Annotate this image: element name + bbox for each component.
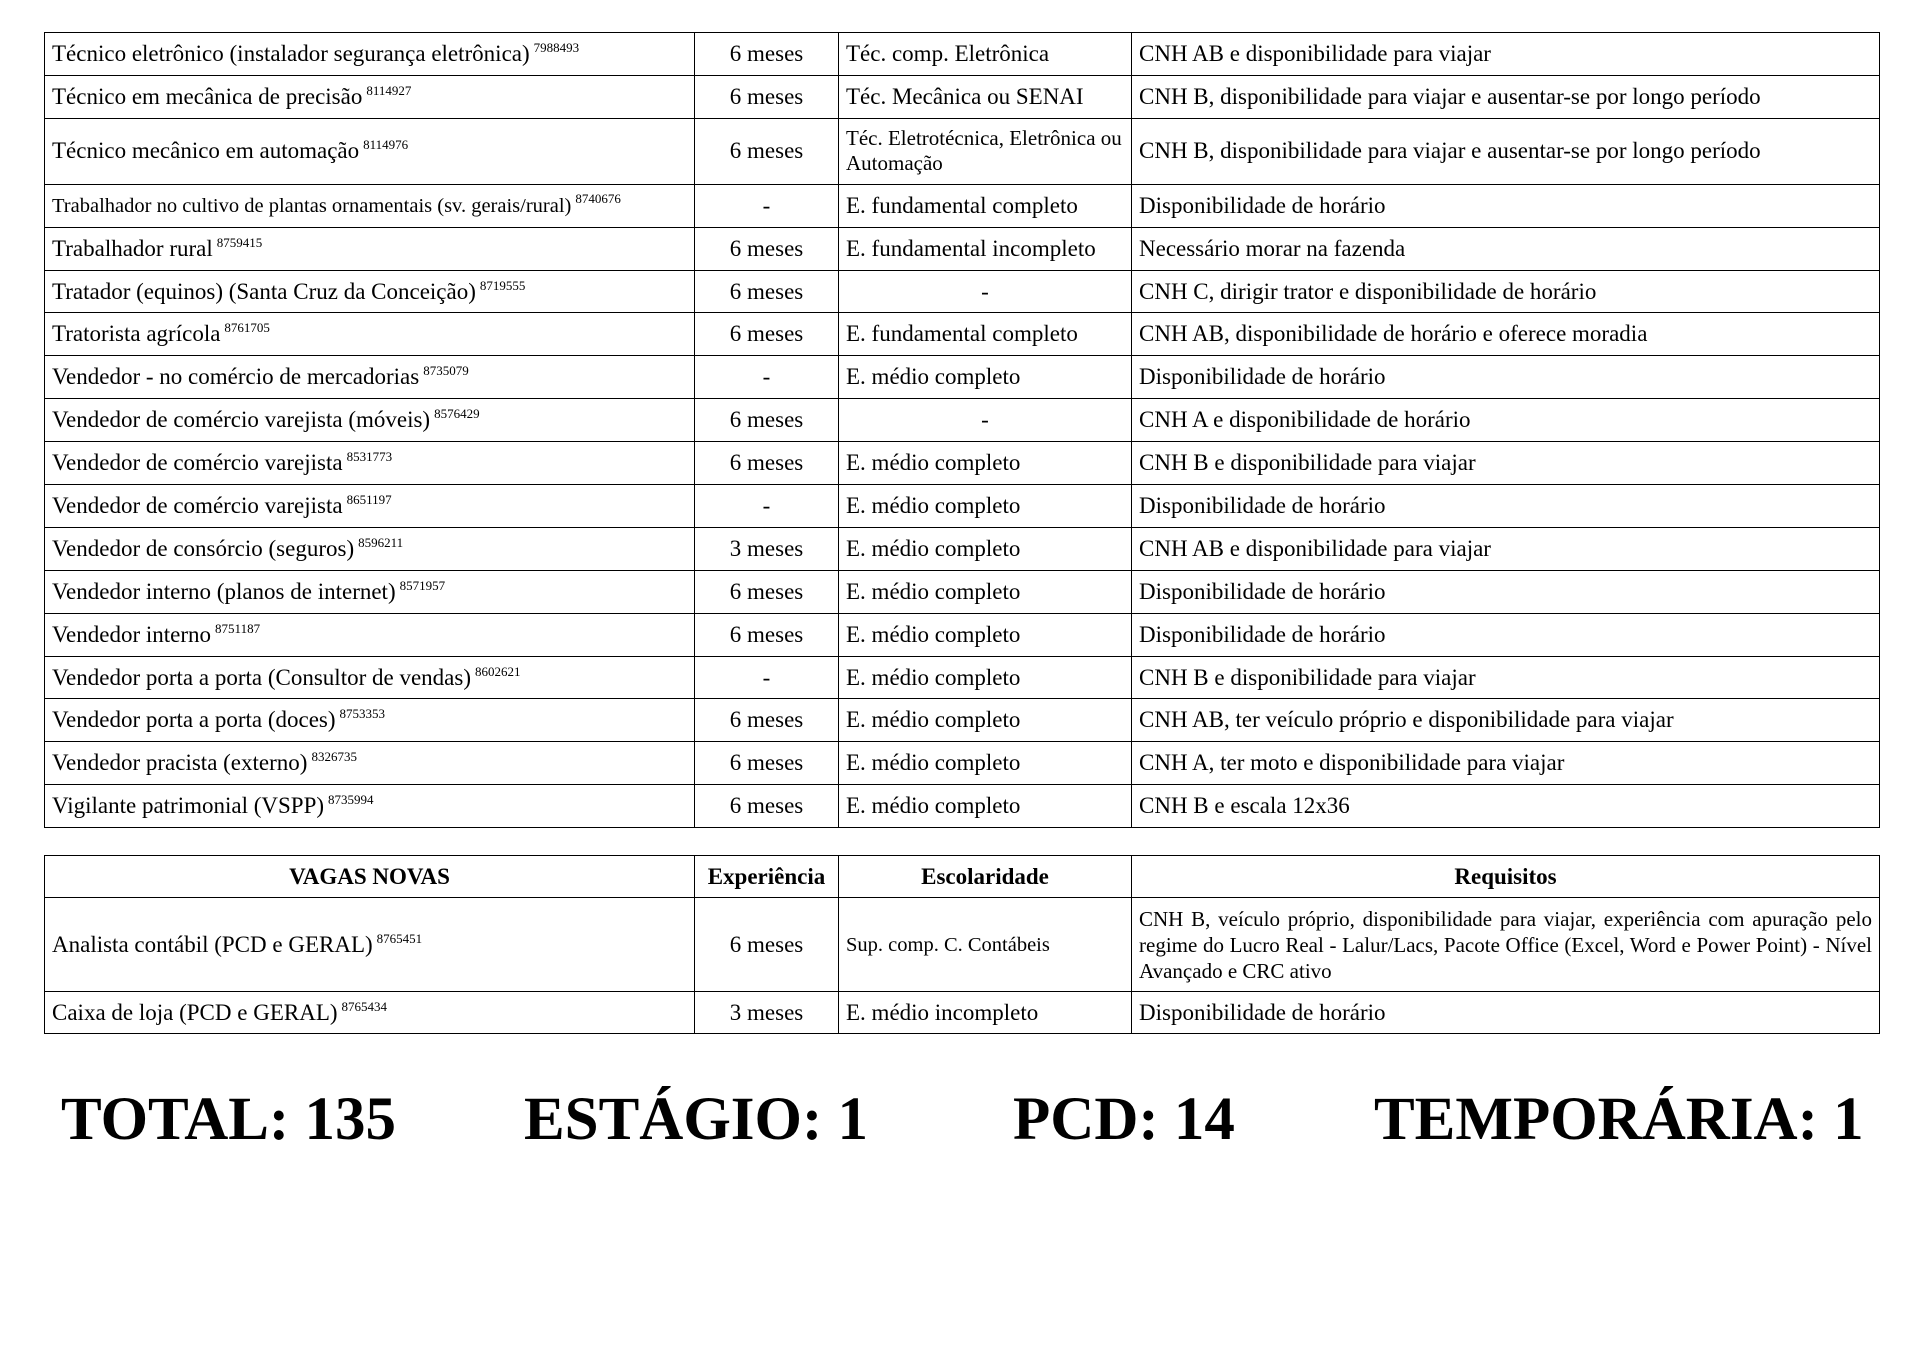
vaga-cell: Vigilante patrimonial (VSPP) $^{8735994}$ <box>45 785 695 828</box>
requisitos-cell: CNH AB e disponibilidade para viajar <box>1132 33 1880 76</box>
requisitos-cell: Disponibilidade de horário <box>1132 570 1880 613</box>
table-row <box>45 184 1880 227</box>
requisitos-cell: Necessário morar na fazenda <box>1132 227 1880 270</box>
vaga-cell: Tratorista agrícola $^{8761705}$ <box>45 313 695 356</box>
table-row <box>45 270 1880 313</box>
table-row <box>45 356 1880 399</box>
estagio-count: ESTÁGIO: 1 <box>524 1086 869 1153</box>
temporaria-count: TEMPORÁRIA: 1 <box>1374 1086 1864 1153</box>
vaga-code: 8326735 <box>311 749 357 765</box>
requisitos-cell: Disponibilidade de horário <box>1132 485 1880 528</box>
table-row <box>45 527 1880 570</box>
requisitos-cell: Disponibilidade de horário <box>1132 992 1880 1034</box>
totals-bar <box>0 1085 1920 1165</box>
table-row <box>45 227 1880 270</box>
requisitos-cell: Disponibilidade de horário <box>1132 184 1880 227</box>
vaga-cell: Vendedor de comércio varejista (móveis) $^{8576429}$ <box>45 399 695 442</box>
table-row <box>45 118 1880 184</box>
escolaridade-cell: E. médio completo <box>839 570 1132 613</box>
escolaridade-cell: E. médio completo <box>839 742 1132 785</box>
table-row <box>45 898 1880 992</box>
vaga-cell: Tratador (equinos) (Santa Cruz da Conceição) $^{8719555}$ <box>45 270 695 313</box>
experiencia-cell: - <box>695 656 839 699</box>
requisitos-cell: CNH B, disponibilidade para viajar e ausentar-se por longo período <box>1132 75 1880 118</box>
table-row <box>45 75 1880 118</box>
escolaridade-cell: E. fundamental completo <box>839 184 1132 227</box>
header-escolaridade: Escolaridade <box>839 856 1132 898</box>
vaga-code: 8740676 <box>575 190 621 206</box>
experiencia-cell: 6 meses <box>695 742 839 785</box>
experiencia-cell: 6 meses <box>695 313 839 356</box>
vaga-cell: Técnico mecânico em automação $^{8114976}$ <box>45 118 695 184</box>
table-row <box>45 699 1880 742</box>
vaga-cell: Vendedor de consórcio (seguros) $^{8596211}$ <box>45 527 695 570</box>
table-row <box>45 785 1880 828</box>
escolaridade-cell: - <box>839 270 1132 313</box>
escolaridade-cell: E. médio completo <box>839 527 1132 570</box>
vaga-cell: Técnico eletrônico (instalador segurança eletrônica) $^{7988493}$ <box>45 33 695 76</box>
table-row <box>45 992 1880 1034</box>
escolaridade-cell: E. fundamental completo <box>839 313 1132 356</box>
vaga-code: 8751187 <box>215 620 261 636</box>
requisitos-cell: Disponibilidade de horário <box>1132 356 1880 399</box>
table-row <box>45 33 1880 76</box>
vaga-code: 8735994 <box>328 792 374 808</box>
table-row <box>45 442 1880 485</box>
experiencia-cell: - <box>695 356 839 399</box>
table-row <box>45 742 1880 785</box>
table-row <box>45 656 1880 699</box>
vaga-cell: Vendedor porta a porta (doces) $^{8753353}$ <box>45 699 695 742</box>
experiencia-cell: 6 meses <box>695 227 839 270</box>
vaga-cell: Analista contábil (PCD e GERAL) $^{8765451}$ <box>45 898 695 992</box>
vaga-code: 8761705 <box>224 320 270 336</box>
vaga-cell: Técnico em mecânica de precisão $^{8114927}$ <box>45 75 695 118</box>
requisitos-cell: CNH AB, ter veículo próprio e disponibilidade para viajar <box>1132 699 1880 742</box>
requisitos-cell: CNH A e disponibilidade de horário <box>1132 399 1880 442</box>
experiencia-cell: 3 meses <box>695 992 839 1034</box>
escolaridade-cell: E. médio completo <box>839 656 1132 699</box>
vaga-code: 8753353 <box>339 706 386 722</box>
escolaridade-cell: - <box>839 399 1132 442</box>
table-row <box>45 570 1880 613</box>
header-vagas-novas: VAGAS NOVAS <box>45 856 695 898</box>
total-count: TOTAL: 135 <box>61 1086 396 1153</box>
vaga-cell: Vendedor - no comércio de mercadorias $^{8735079}$ <box>45 356 695 399</box>
requisitos-cell: Disponibilidade de horário <box>1132 613 1880 656</box>
experiencia-cell: - <box>695 485 839 528</box>
escolaridade-cell: E. médio incompleto <box>839 992 1132 1034</box>
escolaridade-cell: Téc. Eletrotécnica, Eletrônica ou Automação <box>839 118 1132 184</box>
vagas-novas-table <box>44 855 1880 1034</box>
vaga-cell: Trabalhador rural $^{8759415}$ <box>45 227 695 270</box>
table-header-row <box>45 856 1880 898</box>
escolaridade-cell: E. médio completo <box>839 356 1132 399</box>
escolaridade-cell: Téc. comp. Eletrônica <box>839 33 1132 76</box>
requisitos-cell: CNH AB, disponibilidade de horário e oferece moradia <box>1132 313 1880 356</box>
vaga-cell: Vendedor de comércio varejista $^{8651197}$ <box>45 485 695 528</box>
vaga-code: 8759415 <box>216 234 263 250</box>
vaga-cell: Vendedor interno (planos de internet) $^{8571957}$ <box>45 570 695 613</box>
escolaridade-cell: Sup. comp. C. Contábeis <box>839 898 1132 992</box>
experiencia-cell: 6 meses <box>695 33 839 76</box>
header-experiencia: Experiência <box>695 856 839 898</box>
vaga-cell: Vendedor porta a porta (Consultor de vendas) $^{8602621}$ <box>45 656 695 699</box>
vaga-code: 8114927 <box>366 82 412 98</box>
escolaridade-cell: E. médio completo <box>839 485 1132 528</box>
experiencia-cell: 6 meses <box>695 898 839 992</box>
vaga-code: 7988493 <box>533 39 580 55</box>
vaga-code: 8719555 <box>479 277 526 293</box>
vaga-cell: Vendedor interno $^{8751187}$ <box>45 613 695 656</box>
escolaridade-cell: E. fundamental incompleto <box>839 227 1132 270</box>
requisitos-cell: CNH B e escala 12x36 <box>1132 785 1880 828</box>
requisitos-cell: CNH B e disponibilidade para viajar <box>1132 442 1880 485</box>
experiencia-cell: 6 meses <box>695 118 839 184</box>
vaga-code: 8571957 <box>399 577 446 593</box>
vaga-code: 8765434 <box>341 998 388 1014</box>
vaga-code: 8735079 <box>423 363 469 379</box>
experiencia-cell: 6 meses <box>695 399 839 442</box>
table-row <box>45 313 1880 356</box>
escolaridade-cell: E. médio completo <box>839 785 1132 828</box>
table-row <box>45 613 1880 656</box>
vaga-code: 8596211 <box>358 534 404 550</box>
requisitos-cell: CNH AB e disponibilidade para viajar <box>1132 527 1880 570</box>
experiencia-cell: 6 meses <box>695 785 839 828</box>
requisitos-cell: CNH B, disponibilidade para viajar e ausentar-se por longo período <box>1132 118 1880 184</box>
requisitos-cell: CNH A, ter moto e disponibilidade para viajar <box>1132 742 1880 785</box>
vaga-code: 8576429 <box>434 406 480 422</box>
table-row <box>45 399 1880 442</box>
requisitos-cell: CNH B e disponibilidade para viajar <box>1132 656 1880 699</box>
vaga-code: 8114976 <box>363 137 409 153</box>
escolaridade-cell: E. médio completo <box>839 613 1132 656</box>
vaga-code: 8765451 <box>376 930 423 946</box>
experiencia-cell: 6 meses <box>695 442 839 485</box>
vaga-cell: Vendedor de comércio varejista $^{8531773}$ <box>45 442 695 485</box>
requisitos-cell: CNH C, dirigir trator e disponibilidade de horário <box>1132 270 1880 313</box>
pcd-count: PCD: 14 <box>1013 1086 1235 1153</box>
escolaridade-cell: E. médio completo <box>839 442 1132 485</box>
experiencia-cell: 3 meses <box>695 527 839 570</box>
header-requisitos: Requisitos <box>1132 856 1880 898</box>
vaga-cell: Caixa de loja (PCD e GERAL) $^{8765434}$ <box>45 992 695 1034</box>
experiencia-cell: 6 meses <box>695 699 839 742</box>
experiencia-cell: 6 meses <box>695 613 839 656</box>
requisitos-cell: CNH B, veículo próprio, disponibilidade para viajar, experiência com apuração pelo regime do Lucro Real - Lalur/Lacs, Pacote Office (Excel, Word e Power Point) - Nível Avançado e CRC ativo <box>1132 898 1880 992</box>
escolaridade-cell: E. médio completo <box>839 699 1132 742</box>
experiencia-cell: - <box>695 184 839 227</box>
experiencia-cell: 6 meses <box>695 270 839 313</box>
escolaridade-cell: Téc. Mecânica ou SENAI <box>839 75 1132 118</box>
vaga-code: 8602621 <box>475 663 521 679</box>
vaga-cell: Trabalhador no cultivo de plantas ornamentais (sv. gerais/rural) $^{8740676}$ <box>45 184 695 227</box>
experiencia-cell: 6 meses <box>695 570 839 613</box>
table-row <box>45 485 1880 528</box>
vaga-code: 8651197 <box>346 491 392 507</box>
vaga-cell: Vendedor pracista (externo) $^{8326735}$ <box>45 742 695 785</box>
vagas-table <box>44 32 1880 828</box>
vaga-code: 8531773 <box>346 449 393 465</box>
experiencia-cell: 6 meses <box>695 75 839 118</box>
